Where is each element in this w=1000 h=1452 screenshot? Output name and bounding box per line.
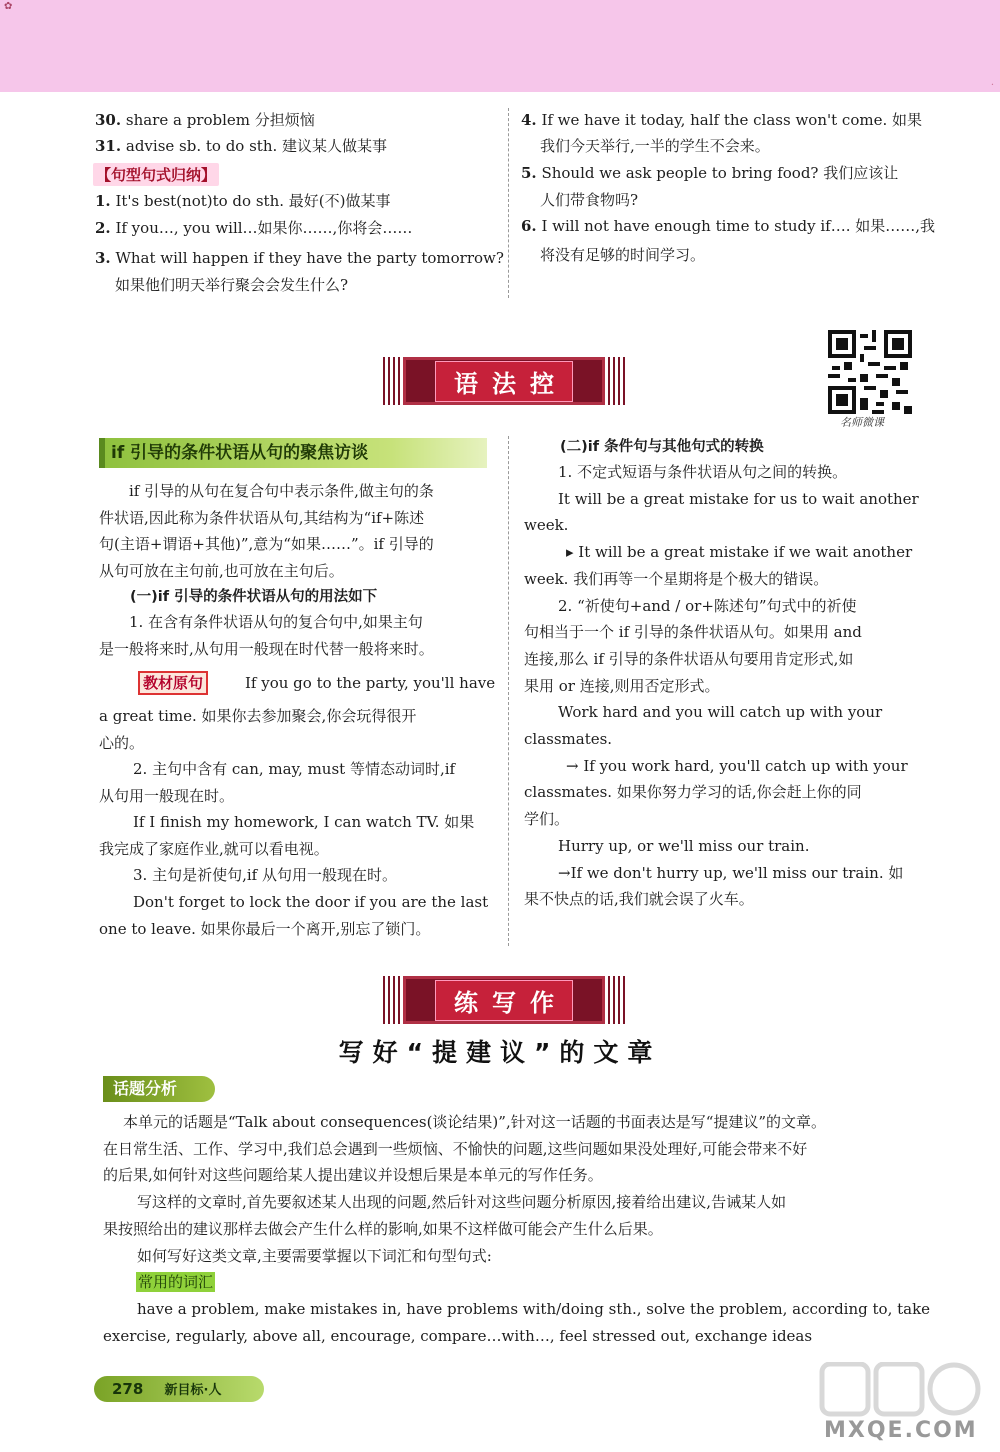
text-line: 句(主语+谓语+其他)”,意为“如果……”。if 引导的 (99, 535, 434, 554)
item-text: share a problem 分担烦恼 (121, 111, 315, 129)
vocab-list (103, 1296, 931, 1349)
item-continuation: 将没有足够的时间学习。 (540, 246, 706, 264)
text-line: 从句可放在主句前,也可放在主句后。 (99, 562, 344, 581)
text-line: 如何写好这类文章,主要需要掌握以下词汇和句型句式: (137, 1247, 492, 1265)
page-footer (94, 1376, 264, 1402)
text-line: 1. 在含有条件状语从句的复合句中,如果主句 (129, 613, 423, 631)
dots-ornament-icon: · (990, 80, 994, 91)
topic-paragraph-1 (103, 1109, 918, 1189)
list-item (95, 136, 387, 156)
intro-paragraph (99, 478, 489, 585)
topic-paragraph-3 (103, 1243, 918, 1270)
textbook-tag-label: 教材原句 (138, 671, 208, 695)
text-line: 连接,那么 if 引导的条件状语从句要用肯定形式,如 (524, 649, 854, 668)
item-continuation: 人们带食物吗? (540, 191, 639, 209)
item-continuation: 如果他们明天举行聚会会发生什么? (115, 276, 349, 294)
topic-analysis-tag: 话题分析 (103, 1076, 215, 1102)
item-text: What will happen if they have the party tomorrow? (110, 249, 504, 267)
item-number: 30. (95, 111, 122, 129)
text-line: 从句用一般现在时。 (99, 786, 235, 805)
textbook-tag (138, 671, 208, 695)
page-number: 278 (112, 1380, 144, 1398)
text-line: 果按照给出的建议那样去做会产生什么样的影响,如果不这样做可能会产生什么后果。 (103, 1219, 663, 1238)
text-line: ▸ It will be a great mistake if we wait another (566, 543, 913, 562)
conversion-body (524, 459, 919, 913)
text-line: classmates. (524, 730, 613, 749)
text-line: 学们。 (524, 810, 570, 829)
column-divider (508, 436, 510, 946)
conversion-heading: (二)if 条件句与其他句式的转换 (560, 439, 764, 455)
writing-subtitle: 写好“提建议”的文章 (338, 1038, 662, 1067)
item-number: 2. (95, 219, 111, 237)
item-number: 3. (95, 249, 111, 267)
text-line: →If we don't hurry up, we'll miss our train. 如 (558, 863, 904, 882)
list-item (95, 218, 412, 238)
item-continuation: 我们今天举行,一半的学生不会来。 (540, 137, 770, 155)
usage-example-2 (99, 809, 489, 862)
vocab-tag-label: 常用的词汇 (138, 1273, 214, 1291)
text-line: It will be a great mistake for us to wait another (558, 489, 919, 508)
text-line: If I finish my homework, I can watch TV. 如果 (133, 813, 475, 831)
vocab-tag (136, 1272, 215, 1292)
text-line: If you go to the party, you'll have (245, 674, 496, 692)
list-item (95, 248, 504, 268)
text-line: a great time. 如果你去参加聚会,你会玩得很开 (99, 707, 417, 725)
text-line: one to leave. 如果你最后一个离开,别忘了锁门。 (99, 919, 431, 938)
text-line: 是一般将来时,从句用一般现在时代替一般将来时。 (99, 639, 434, 658)
text-line: 写这样的文章时,首先要叙述某人出现的问题,然后针对这些问题分析原因,接着给出建议,告诫某人如 (137, 1193, 787, 1211)
text-line: 心的。 (99, 733, 145, 752)
section-heading: if 引导的条件状语从句的聚焦访谈 (99, 438, 487, 468)
writing-banner-title: 练写作 (435, 980, 573, 1021)
text-line: if 引导的从句在复合句中表示条件,做主句的条 (129, 482, 434, 500)
text-line: 果不快点的话,我们就会误了火车。 (524, 890, 754, 909)
qr-caption: 名师微课 (840, 416, 884, 429)
list-item (521, 163, 898, 183)
list-item (95, 191, 390, 211)
usage-example-3 (99, 889, 489, 942)
text-line: 2. 主句中含有 can, may, must 等情态动词时,if (133, 760, 456, 778)
text-line: 1. 不定式短语与条件状语从句之间的转换。 (558, 463, 848, 481)
text-line: 3. 主句是祈使句,if 从句用一般现在时。 (133, 866, 397, 884)
text-line: 在日常生活、工作、学习中,我们总会遇到一些烦恼、不愉快的问题,这些问题如果没处理好,可能会带来不好 (103, 1139, 808, 1158)
writing-banner (403, 976, 605, 1024)
usage-rule-3 (99, 862, 489, 889)
item-text: I will not have enough time to study if…. 如果……,我 (536, 217, 936, 235)
text-line: 果用 or 连接,则用否定形式。 (524, 676, 720, 695)
pattern-heading-label: 【句型句式归纳】 (93, 163, 219, 186)
list-item (521, 216, 935, 236)
text-line: 本单元的话题是“Talk about consequences(谈论结果)”,针对这一话题的书面表达是写“提建议”的文章。 (123, 1113, 827, 1131)
text-line: 2. “祈使句+and / or+陈述句”句式中的祈使 (558, 596, 857, 615)
text-line: Don't forget to lock the door if you are the last (133, 893, 489, 911)
item-text: If we have it today, half the class won't come. 如果 (536, 111, 922, 129)
text-line: exercise, regularly, above all, encourage, compare…with…, feel stressed out, exchange ideas (103, 1326, 813, 1345)
item-number: 5. (521, 164, 537, 182)
text-line: → If you work hard, you'll catch up with your (566, 756, 908, 775)
watermark-text: MXQE.COM (824, 1418, 978, 1443)
usage-rule-2 (99, 756, 489, 809)
textbook-example (99, 703, 489, 756)
item-number: 6. (521, 217, 537, 235)
item-number: 1. (95, 192, 111, 210)
text-line: week. (524, 516, 569, 535)
text-line: 件状语,因此称为条件状语从句,其结构为“if+陈述 (99, 508, 425, 527)
header-band (0, 0, 1000, 92)
column-divider (508, 108, 510, 298)
text-line: Work hard and you will catch up with your (558, 703, 883, 722)
usage-rule-1 (99, 609, 489, 662)
list-item (521, 110, 922, 130)
qr-code-icon[interactable] (828, 330, 912, 414)
text-line: 句相当于一个 if 引导的条件状语从句。如果用 and (524, 623, 862, 642)
text-line: 的后果,如何针对这些问题给某人提出建议并设想后果是本单元的写作任务。 (103, 1166, 603, 1185)
usage-heading: (一)if 引导的条件状语从句的用法如下 (130, 589, 378, 605)
item-text: If you…, you will…如果你……,你将会…… (110, 219, 413, 237)
topic-paragraph-2 (103, 1189, 918, 1242)
list-item (95, 110, 315, 130)
corner-ornament-icon: ✿ (4, 1, 13, 12)
text-line: 我完成了家庭作业,就可以看电视。 (99, 839, 329, 858)
series-name: 新目标·人 (164, 1383, 222, 1398)
pattern-heading (93, 163, 219, 186)
text-line: Hurry up, or we'll miss our train. (558, 836, 810, 855)
item-text: advise sb. to do sth. 建议某人做某事 (121, 137, 388, 155)
item-number: 4. (521, 111, 537, 129)
grammar-banner-title: 语法控 (435, 361, 573, 402)
item-text: Should we ask people to bring food? 我们应该让 (536, 164, 899, 182)
item-number: 31. (95, 137, 122, 155)
text-line: classmates. 如果你努力学习的话,你会赶上你的同 (524, 783, 862, 802)
item-text: It's best(not)to do sth. 最好(不)做某事 (110, 192, 391, 210)
text-line: week. 我们再等一个星期将是个极大的错误。 (524, 569, 829, 588)
grammar-banner (403, 357, 605, 405)
text-line: have a problem, make mistakes in, have problems with/doing sth., solve the problem, according to, take (137, 1300, 931, 1318)
